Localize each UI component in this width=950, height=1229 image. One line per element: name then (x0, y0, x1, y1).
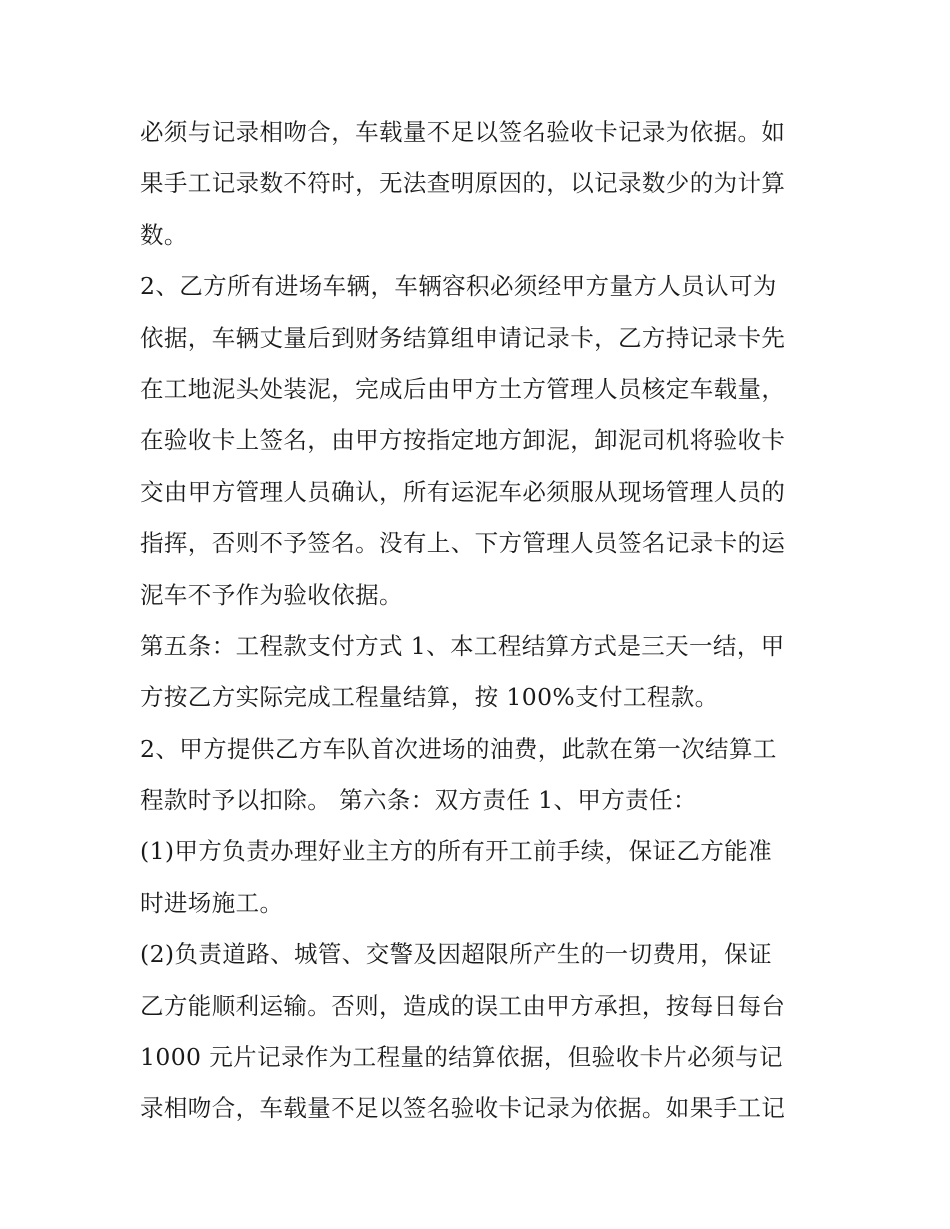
text-line: 2、甲方提供乙方车队首次进场的油费，此款在第一次结算工 (140, 734, 777, 763)
text-line: 1000 元片记录作为工程量的结算依据，但验收卡片必须与记 (140, 1043, 783, 1072)
text-line: 交由甲方管理人员确认，所有运泥车必须服从现场管理人员的 (140, 477, 786, 506)
text-line: 时进场施工。 (140, 888, 284, 917)
text-line: 方按乙方实际完成工程量结算，按 100%支付工程款。 (140, 683, 719, 712)
text-line: (1)甲方负责办理好业主方的所有开工前手续，保证乙方能准 (140, 837, 772, 866)
text-line: 程款时予以扣除。 第六条：双方责任 1、甲方责任： (140, 786, 697, 815)
text-line: 2、乙方所有进场车辆，车辆容积必须经甲方量方人员认可为 (140, 272, 777, 301)
text-line: 录相吻合，车载量不足以签名验收卡记录为依据。如果手工记 (140, 1094, 786, 1123)
text-line: 在工地泥头处装泥，完成后由甲方土方管理人员核定车载量， (140, 374, 786, 403)
text-line: 果手工记录数不符时，无法查明原因的，以记录数少的为计算 (140, 169, 786, 198)
text-line: 数。 (140, 220, 188, 249)
text-line: 乙方能顺利运输。否则，造成的误工由甲方承担，按每日每台 (140, 991, 786, 1020)
text-line: 依据，车辆丈量后到财务结算组申请记录卡，乙方持记录卡先 (140, 323, 786, 352)
text-line: 第五条：工程款支付方式 1、本工程结算方式是三天一结，甲 (140, 631, 785, 660)
text-line: 在验收卡上签名，由甲方按指定地方卸泥，卸泥司机将验收卡 (140, 426, 786, 455)
text-line: 泥车不予作为验收依据。 (140, 580, 403, 609)
text-line: 指挥，否则不予签名。没有上、下方管理人员签名记录卡的运 (140, 529, 786, 558)
text-line: 必须与记录相吻合，车载量不足以签名验收卡记录为依据。如 (140, 118, 786, 146)
document-body (140, 107, 820, 1135)
text-line: (2)负责道路、城管、交警及因超限所产生的一切费用，保证 (140, 940, 772, 969)
